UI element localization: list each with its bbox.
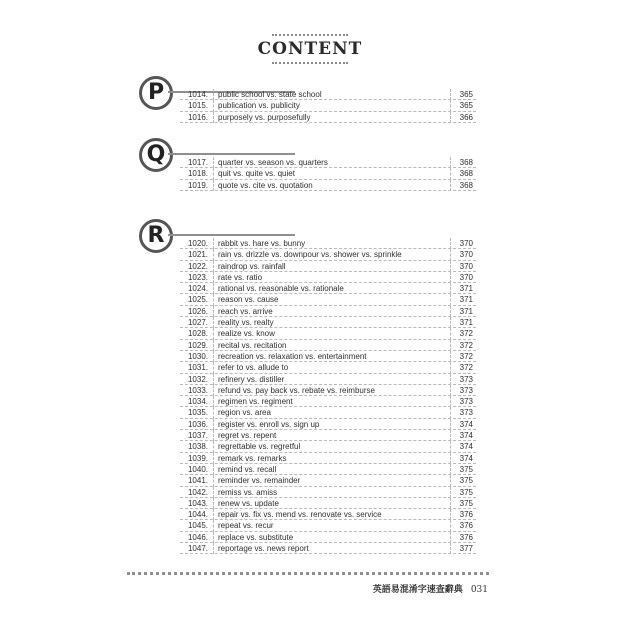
- entry-number: 1018.: [187, 169, 208, 179]
- entry-page: 374: [459, 431, 473, 441]
- entry-term: refer to vs. allude to: [218, 363, 289, 373]
- footer-dotted-rule: [127, 572, 489, 575]
- section-letter-badge: P: [139, 76, 173, 110]
- title-bottom-dotted-rule: [272, 62, 348, 64]
- entry-page: 372: [459, 351, 473, 361]
- entry-term: reason vs. cause: [218, 295, 279, 305]
- entry-row: [180, 306, 476, 317]
- entry-page: 376: [459, 532, 473, 542]
- entry-number: 1044.: [187, 510, 208, 520]
- entry-row: [180, 317, 476, 328]
- entry-list: [180, 157, 476, 191]
- entry-row: [180, 157, 476, 168]
- entry-page: 374: [459, 453, 473, 463]
- entry-number: 1039.: [187, 453, 208, 463]
- entry-number: 1021.: [187, 250, 208, 260]
- entry-row: [180, 487, 476, 498]
- entry-row: [180, 453, 476, 464]
- entry-row: [180, 168, 476, 179]
- entry-number: 1016.: [187, 112, 208, 122]
- entry-page: 370: [459, 272, 473, 282]
- entry-row: [180, 180, 476, 191]
- entry-page: 374: [459, 442, 473, 452]
- entry-term: recreation vs. relaxation vs. entertainment: [218, 351, 367, 361]
- entry-number: 1032.: [187, 374, 208, 384]
- entry-term: raindrop vs. rainfall: [218, 261, 286, 271]
- entry-page: 372: [459, 363, 473, 373]
- title-block: [0, 34, 620, 64]
- entry-page: 373: [459, 408, 473, 418]
- entry-term: remiss vs. amiss: [218, 487, 278, 497]
- entry-page: 375: [459, 498, 473, 508]
- entry-number: 1019.: [187, 180, 208, 190]
- entry-number: 1043.: [187, 498, 208, 508]
- entry-row: [180, 249, 476, 260]
- entry-row: [180, 498, 476, 509]
- entry-page: 372: [459, 340, 473, 350]
- entry-term: remark vs. remarks: [218, 453, 287, 463]
- entry-page: 370: [459, 250, 473, 260]
- entry-number: 1040.: [187, 464, 208, 474]
- entry-term: quarter vs. season vs. quarters: [218, 158, 328, 167]
- entry-term: realize vs. know: [218, 329, 275, 339]
- page-number: 031: [470, 585, 488, 595]
- entry-term: regrettable vs. regretful: [218, 442, 301, 452]
- entry-page: 371: [459, 284, 473, 294]
- entry-number: 1026.: [187, 306, 208, 316]
- entry-row: [180, 464, 476, 475]
- entry-term: publication vs. publicity: [218, 101, 300, 111]
- entry-term: register vs. enroll vs. sign up: [218, 419, 320, 429]
- entry-row: [180, 340, 476, 351]
- entry-page: 366: [459, 112, 473, 122]
- entry-row: [180, 509, 476, 520]
- entry-row: [180, 385, 476, 396]
- entry-page: 373: [459, 385, 473, 395]
- entry-row: [180, 362, 476, 373]
- entry-term: purposely vs. purposefully: [218, 112, 311, 122]
- entry-term: regret vs. repent: [218, 431, 277, 441]
- entry-number: 1045.: [187, 521, 208, 531]
- entry-term: recital vs. recitation: [218, 340, 287, 350]
- entry-row: [180, 532, 476, 543]
- entry-number: 1024.: [187, 284, 208, 294]
- entry-number: 1034.: [187, 397, 208, 407]
- entry-number: 1014.: [187, 90, 208, 99]
- section-header-bar: [168, 153, 295, 155]
- entry-term: regimen vs. regiment: [218, 397, 293, 407]
- entry-row: [180, 441, 476, 452]
- entry-page: 372: [459, 329, 473, 339]
- entry-term: rain vs. drizzle vs. downpour vs. shower vs. sprinkle: [218, 250, 402, 260]
- entry-number: 1029.: [187, 340, 208, 350]
- entry-term: public school vs. state school: [218, 90, 322, 99]
- section-header-bar: [168, 234, 295, 236]
- entry-number: 1020.: [187, 239, 208, 248]
- entry-page: 365: [459, 101, 473, 111]
- entry-number: 1046.: [187, 532, 208, 542]
- entry-number: 1047.: [187, 544, 208, 554]
- entry-row: [180, 294, 476, 305]
- entry-number: 1035.: [187, 408, 208, 418]
- section-letter-badge: R: [139, 219, 173, 253]
- entry-number: 1017.: [187, 158, 208, 167]
- entry-row: [180, 419, 476, 430]
- entry-page: 368: [459, 180, 473, 190]
- entry-row: [180, 543, 476, 554]
- entry-term: rational vs. reasonable vs. rationale: [218, 284, 344, 294]
- entry-number: 1015.: [187, 101, 208, 111]
- entry-term: refinery vs. distiller: [218, 374, 285, 384]
- entry-page: 376: [459, 510, 473, 520]
- entry-page: 373: [459, 374, 473, 384]
- entry-row: [180, 328, 476, 339]
- entry-term: refund vs. pay back vs. rebate vs. reimburse: [218, 385, 375, 395]
- entry-row: [180, 407, 476, 418]
- entry-page: 371: [459, 306, 473, 316]
- entry-term: repair vs. fix vs. mend vs. renovate vs. service: [218, 510, 382, 520]
- entry-page: 371: [459, 295, 473, 305]
- entry-term: reality vs. realty: [218, 318, 274, 328]
- entry-list: [180, 89, 476, 123]
- entry-number: 1041.: [187, 476, 208, 486]
- entry-row: [180, 374, 476, 385]
- entry-term: rate vs. ratio: [218, 272, 263, 282]
- entry-page: 374: [459, 419, 473, 429]
- entry-number: 1027.: [187, 318, 208, 328]
- entry-term: reminder vs. remainder: [218, 476, 301, 486]
- entry-page: 377: [459, 544, 473, 554]
- entry-page: 375: [459, 487, 473, 497]
- entry-term: region vs. area: [218, 408, 271, 418]
- entry-page: 373: [459, 397, 473, 407]
- entry-number: 1031.: [187, 363, 208, 373]
- entry-page: 371: [459, 318, 473, 328]
- entry-row: [180, 396, 476, 407]
- entry-page: 375: [459, 476, 473, 486]
- entry-list: [180, 238, 476, 554]
- book-title: 英語易混淆字速查辭典: [372, 585, 463, 595]
- page-title: CONTENT: [257, 39, 363, 59]
- section-letter-badge: Q: [139, 138, 173, 172]
- entry-term: remind vs. recall: [218, 464, 277, 474]
- entry-term: reach vs. arrive: [218, 306, 273, 316]
- entry-number: 1028.: [187, 329, 208, 339]
- entry-term: replace vs. substitute: [218, 532, 294, 542]
- entry-row: [180, 430, 476, 441]
- entry-number: 1042.: [187, 487, 208, 497]
- entry-number: 1022.: [187, 261, 208, 271]
- entry-row: [180, 261, 476, 272]
- entry-term: repeat vs. recur: [218, 521, 274, 531]
- entry-term: renew vs. update: [218, 498, 279, 508]
- entry-row: [180, 238, 476, 249]
- entry-row: [180, 112, 476, 123]
- entry-number: 1038.: [187, 442, 208, 452]
- entry-term: rabbit vs. hare vs. bunny: [218, 239, 306, 248]
- entry-row: [180, 283, 476, 294]
- entry-term: quote vs. cite vs. quotation: [218, 180, 313, 190]
- entry-row: [180, 475, 476, 486]
- entry-number: 1025.: [187, 295, 208, 305]
- entry-page: 368: [459, 169, 473, 179]
- entry-row: [180, 272, 476, 283]
- footer: [373, 582, 488, 595]
- entry-row: [180, 89, 476, 100]
- entry-number: 1036.: [187, 419, 208, 429]
- entry-number: 1037.: [187, 431, 208, 441]
- entry-row: [180, 351, 476, 362]
- entry-number: 1030.: [187, 351, 208, 361]
- entry-term: quit vs. quite vs. quiet: [218, 169, 295, 179]
- entry-number: 1033.: [187, 385, 208, 395]
- entry-page: 370: [459, 261, 473, 271]
- entry-page: 365: [459, 90, 473, 99]
- entry-page: 375: [459, 464, 473, 474]
- entry-number: 1023.: [187, 272, 208, 282]
- title-top-dotted-rule: [272, 34, 348, 36]
- entry-page: 368: [459, 158, 473, 167]
- entry-term: reportage vs. news report: [218, 544, 309, 554]
- entry-row: [180, 520, 476, 531]
- entry-row: [180, 100, 476, 111]
- entry-page: 376: [459, 521, 473, 531]
- entry-page: 370: [459, 239, 473, 248]
